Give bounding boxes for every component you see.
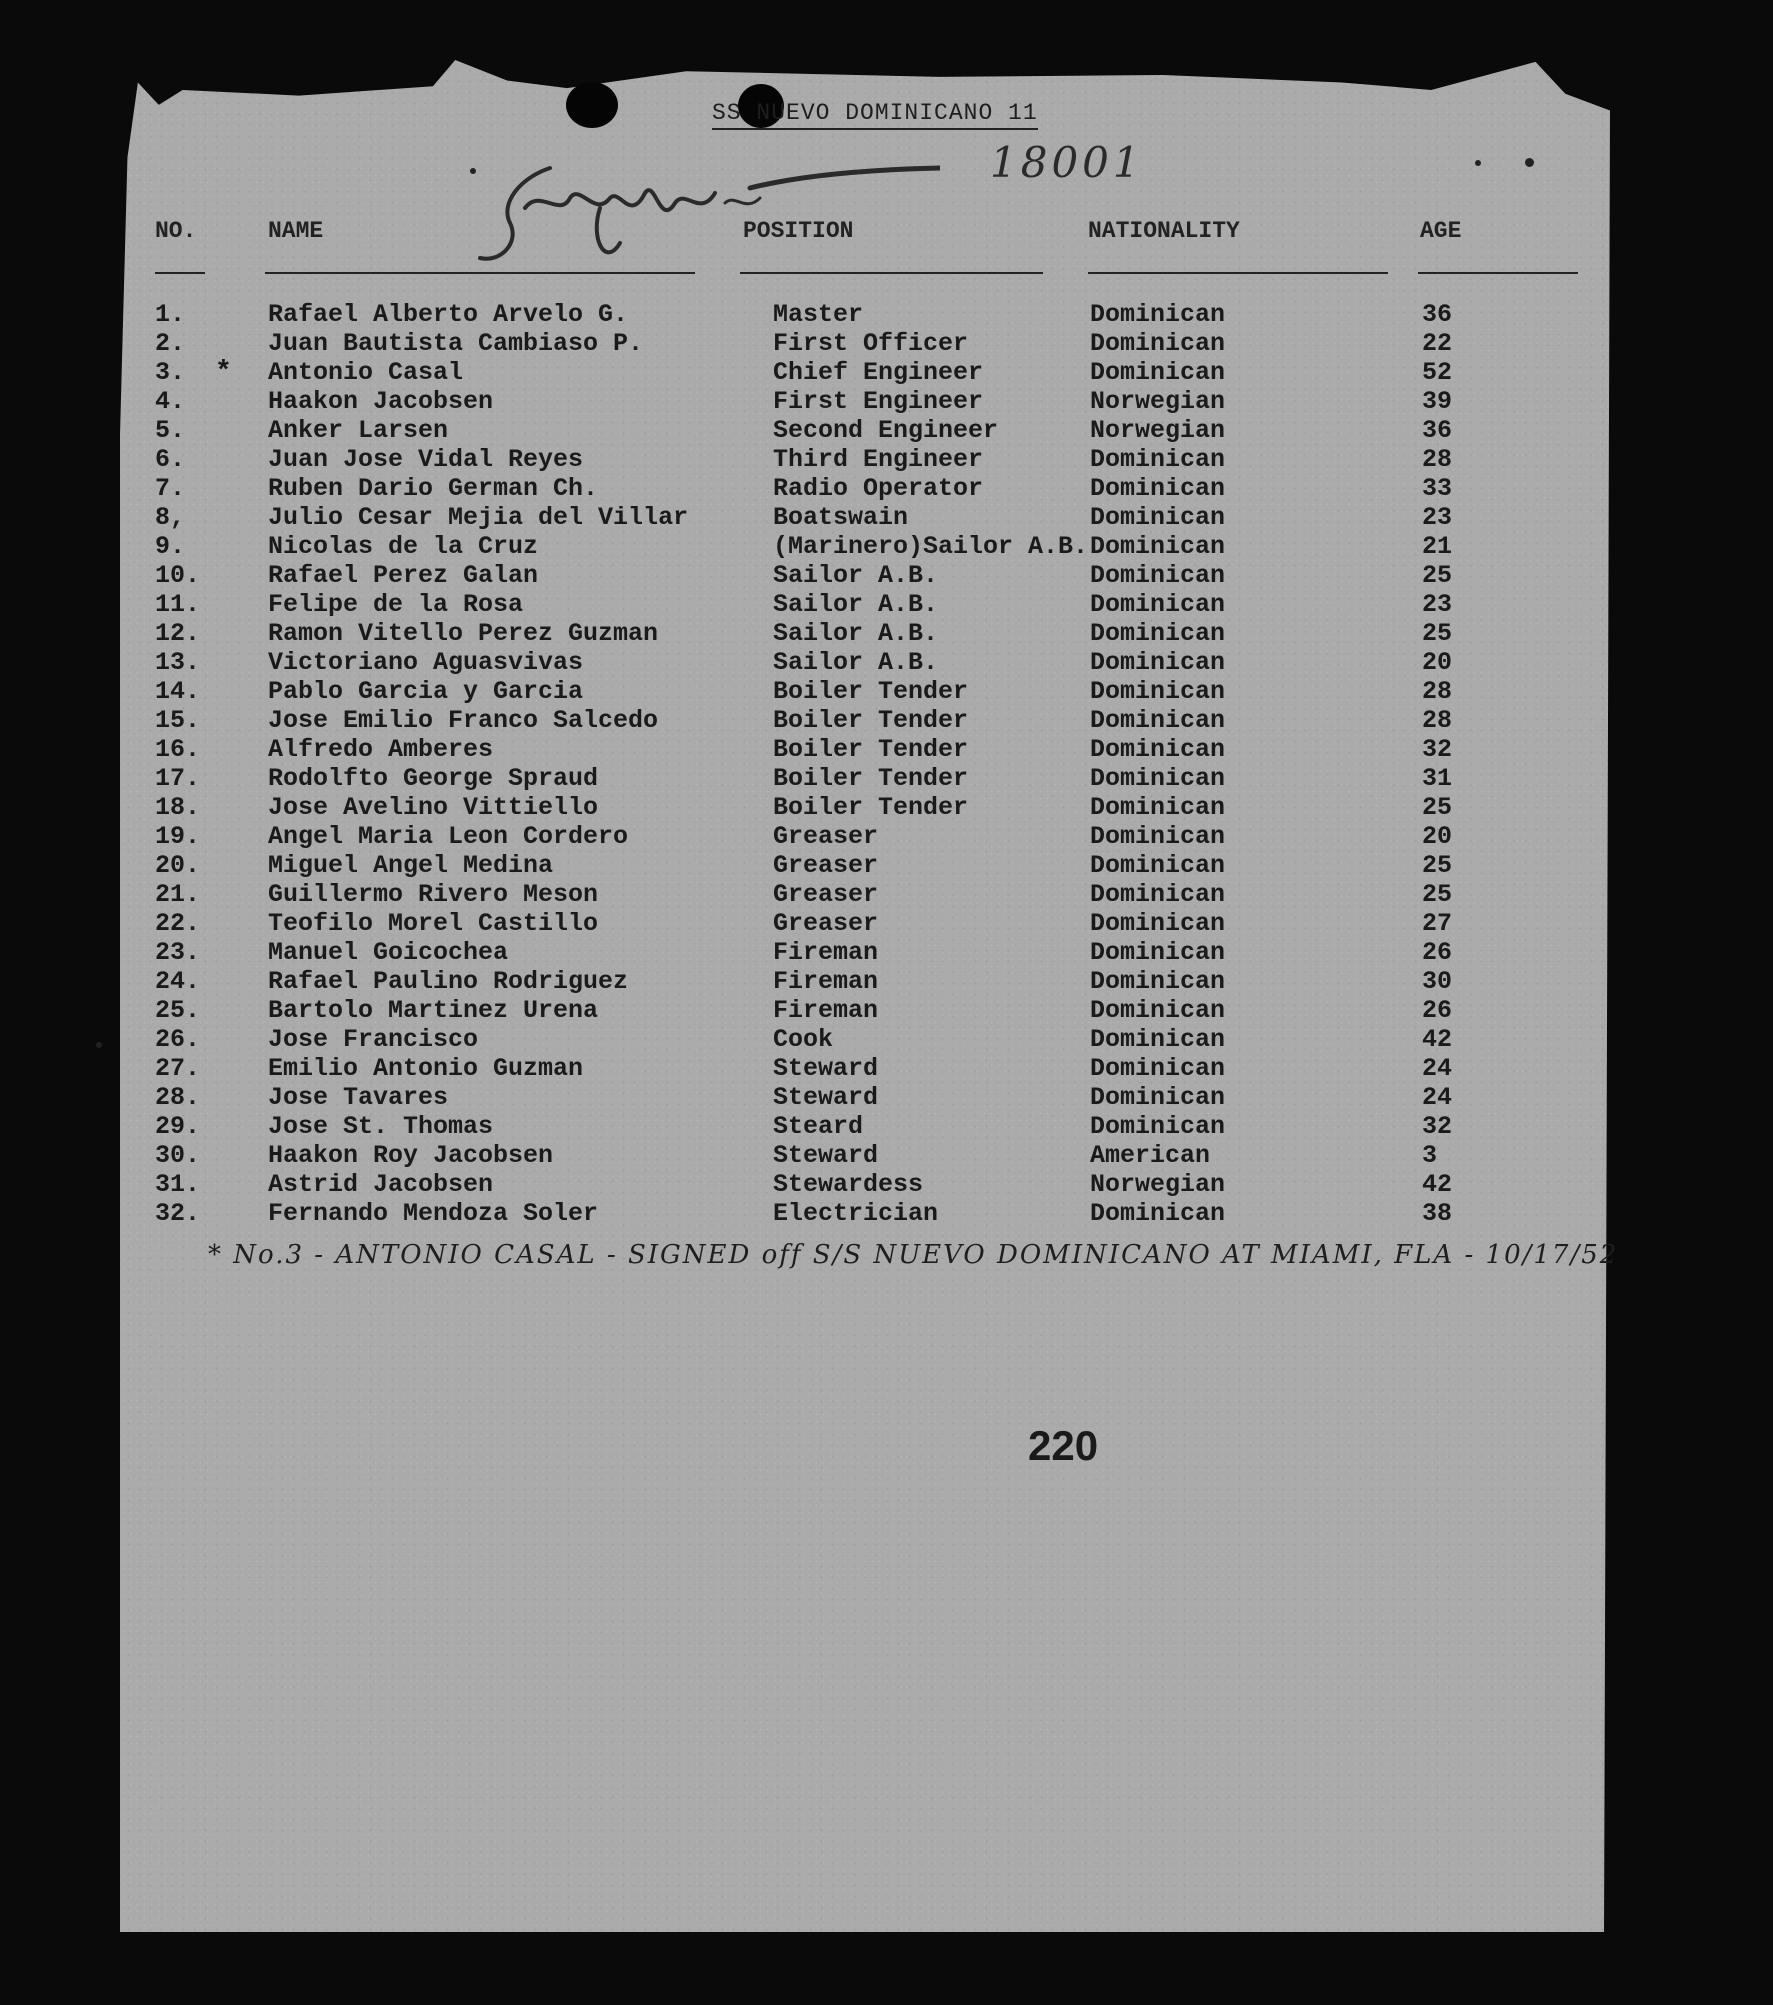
crew-age: 25	[1422, 880, 1453, 909]
punch-hole-left	[566, 82, 618, 128]
row-number: 4.	[155, 387, 186, 416]
crew-position: Fireman	[773, 938, 879, 967]
crew-position: Boiler Tender	[773, 735, 969, 764]
crew-age: 30	[1422, 967, 1453, 996]
crew-age: 32	[1422, 735, 1453, 764]
crew-name: Emilio Antonio Guzman	[268, 1054, 584, 1083]
table-row	[0, 1054, 1773, 1083]
crew-nationality: Dominican	[1090, 300, 1226, 329]
paper-speck	[1475, 160, 1481, 166]
table-row	[0, 300, 1773, 329]
crew-nationality: Dominican	[1090, 590, 1226, 619]
crew-position: Fireman	[773, 996, 879, 1025]
crew-position: Third Engineer	[773, 445, 984, 474]
crew-nationality: Dominican	[1090, 445, 1226, 474]
crew-nationality: Dominican	[1090, 1025, 1226, 1054]
header-name: NAME	[268, 218, 324, 244]
crew-age: 25	[1422, 851, 1453, 880]
crew-name: Rafael Alberto Arvelo G.	[268, 300, 629, 329]
row-number: 19.	[155, 822, 201, 851]
crew-nationality: Dominican	[1090, 1199, 1226, 1228]
table-row	[0, 1199, 1773, 1228]
row-number: 8,	[155, 503, 186, 532]
crew-nationality: Norwegian	[1090, 1170, 1226, 1199]
crew-nationality: Dominican	[1090, 706, 1226, 735]
table-row	[0, 416, 1773, 445]
crew-position: Sailor A.B.	[773, 619, 939, 648]
crew-age: 36	[1422, 300, 1453, 329]
crew-nationality: Dominican	[1090, 1083, 1226, 1112]
crew-position: First Engineer	[773, 387, 984, 416]
crew-nationality: Dominican	[1090, 1112, 1226, 1141]
crew-name: Felipe de la Rosa	[268, 590, 524, 619]
crew-nationality: Dominican	[1090, 619, 1226, 648]
crew-nationality: American	[1090, 1141, 1211, 1170]
table-row	[0, 561, 1773, 590]
crew-position: Boiler Tender	[773, 793, 969, 822]
crew-age: 42	[1422, 1025, 1453, 1054]
crew-nationality: Dominican	[1090, 561, 1226, 590]
header-no: NO.	[155, 218, 197, 244]
table-row	[0, 793, 1773, 822]
crew-name: Juan Jose Vidal Reyes	[268, 445, 584, 474]
crew-position: Sailor A.B.	[773, 648, 939, 677]
crew-name: Manuel Goicochea	[268, 938, 509, 967]
crew-nationality: Dominican	[1090, 358, 1226, 387]
row-number: 17.	[155, 764, 201, 793]
row-number: 28.	[155, 1083, 201, 1112]
crew-position: Steard	[773, 1112, 864, 1141]
header-age: AGE	[1420, 218, 1462, 244]
crew-nationality: Dominican	[1090, 793, 1226, 822]
row-number: 16.	[155, 735, 201, 764]
crew-position: (Marinero)Sailor A.B.	[773, 532, 1089, 561]
header-rule-no	[155, 272, 205, 274]
crew-nationality: Dominican	[1090, 938, 1226, 967]
table-row	[0, 996, 1773, 1025]
crew-name: Victoriano Aguasvivas	[268, 648, 584, 677]
header-rule-position	[740, 272, 1043, 274]
table-row	[0, 619, 1773, 648]
crew-age: 20	[1422, 648, 1453, 677]
row-number: 2.	[155, 329, 186, 358]
crew-name: Jose Emilio Franco Salcedo	[268, 706, 659, 735]
crew-name: Alfredo Amberes	[268, 735, 494, 764]
crew-position: Cook	[773, 1025, 834, 1054]
row-number: 29.	[155, 1112, 201, 1141]
crew-name: Rodolfto George Spraud	[268, 764, 599, 793]
row-asterisk-mark: *	[215, 357, 232, 388]
crew-name: Jose Avelino Vittiello	[268, 793, 599, 822]
crew-position: Chief Engineer	[773, 358, 984, 387]
table-row	[0, 764, 1773, 793]
paper-speck	[1525, 158, 1534, 167]
crew-age: 39	[1422, 387, 1453, 416]
crew-nationality: Dominican	[1090, 880, 1226, 909]
crew-nationality: Dominican	[1090, 822, 1226, 851]
vessel-title: SS NUEVO DOMINICANO 11	[712, 100, 1038, 130]
crew-position: Boatswain	[773, 503, 909, 532]
crew-name: Miguel Angel Medina	[268, 851, 554, 880]
row-number: 3.	[155, 358, 186, 387]
header-position: POSITION	[743, 218, 854, 244]
crew-age: 27	[1422, 909, 1453, 938]
page-number: 220	[1028, 1422, 1099, 1469]
crew-nationality: Dominican	[1090, 735, 1226, 764]
crew-nationality: Dominican	[1090, 474, 1226, 503]
crew-name: Guillermo Rivero Meson	[268, 880, 599, 909]
crew-position: Stewardess	[773, 1170, 924, 1199]
crew-age: 32	[1422, 1112, 1453, 1141]
row-number: 31.	[155, 1170, 201, 1199]
crew-position: Greaser	[773, 880, 879, 909]
crew-age: 23	[1422, 503, 1453, 532]
row-number: 22.	[155, 909, 201, 938]
crew-age: 28	[1422, 445, 1453, 474]
row-number: 26.	[155, 1025, 201, 1054]
crew-nationality: Norwegian	[1090, 387, 1226, 416]
table-row	[0, 1112, 1773, 1141]
crew-name: Juan Bautista Cambiaso P.	[268, 329, 644, 358]
crew-position: Boiler Tender	[773, 764, 969, 793]
header-rule-nationality	[1088, 272, 1388, 274]
crew-name: Jose St. Thomas	[268, 1112, 494, 1141]
crew-age: 21	[1422, 532, 1453, 561]
crew-name: Jose Francisco	[268, 1025, 479, 1054]
table-row	[0, 880, 1773, 909]
row-number: 32.	[155, 1199, 201, 1228]
crew-list-table	[0, 300, 1773, 1228]
row-number: 27.	[155, 1054, 201, 1083]
crew-position: Greaser	[773, 851, 879, 880]
table-row	[0, 909, 1773, 938]
crew-age: 23	[1422, 590, 1453, 619]
crew-age: 33	[1422, 474, 1453, 503]
crew-nationality: Dominican	[1090, 677, 1226, 706]
crew-age: 24	[1422, 1083, 1453, 1112]
header-rule-age	[1418, 272, 1578, 274]
crew-name: Julio Cesar Mejia del Villar	[268, 503, 689, 532]
row-number: 25.	[155, 996, 201, 1025]
header-nationality: NATIONALITY	[1088, 218, 1240, 244]
crew-name: Anker Larsen	[268, 416, 449, 445]
row-number: 9.	[155, 532, 186, 561]
crew-position: Steward	[773, 1141, 879, 1170]
crew-name: Angel Maria Leon Cordero	[268, 822, 629, 851]
crew-name: Ramon Vitello Perez Guzman	[268, 619, 659, 648]
row-number: 7.	[155, 474, 186, 503]
table-row	[0, 648, 1773, 677]
table-row	[0, 1141, 1773, 1170]
table-row	[0, 1083, 1773, 1112]
crew-name: Jose Tavares	[268, 1083, 449, 1112]
row-number: 15.	[155, 706, 201, 735]
signed-handwritten-stamp	[470, 148, 940, 278]
row-number: 11.	[155, 590, 201, 619]
crew-name: Fernando Mendoza Soler	[268, 1199, 599, 1228]
crew-nationality: Dominican	[1090, 996, 1226, 1025]
crew-age: 25	[1422, 793, 1453, 822]
crew-name: Rafael Paulino Rodriguez	[268, 967, 629, 996]
crew-age: 25	[1422, 561, 1453, 590]
row-number: 30.	[155, 1141, 201, 1170]
table-row	[0, 503, 1773, 532]
row-number: 23.	[155, 938, 201, 967]
crew-age: 26	[1422, 938, 1453, 967]
crew-position: Second Engineer	[773, 416, 999, 445]
crew-age: 28	[1422, 706, 1453, 735]
crew-name: Ruben Dario German Ch.	[268, 474, 599, 503]
crew-nationality: Dominican	[1090, 967, 1226, 996]
handwritten-file-number: 18001	[990, 138, 1144, 187]
crew-age: 38	[1422, 1199, 1453, 1228]
crew-age: 24	[1422, 1054, 1453, 1083]
table-row	[0, 967, 1773, 996]
crew-position: Greaser	[773, 822, 879, 851]
crew-position: Boiler Tender	[773, 677, 969, 706]
table-row	[0, 706, 1773, 735]
crew-name: Nicolas de la Cruz	[268, 532, 539, 561]
crew-name: Rafael Perez Galan	[268, 561, 539, 590]
table-row	[0, 387, 1773, 416]
crew-age: 52	[1422, 358, 1453, 387]
crew-position: Sailor A.B.	[773, 561, 939, 590]
table-row	[0, 677, 1773, 706]
crew-age: 20	[1422, 822, 1453, 851]
header-rule-name	[265, 272, 695, 274]
row-number: 12.	[155, 619, 201, 648]
table-row	[0, 822, 1773, 851]
table-row	[0, 329, 1773, 358]
row-number: 1.	[155, 300, 186, 329]
crew-position: Master	[773, 300, 864, 329]
crew-nationality: Dominican	[1090, 909, 1226, 938]
crew-age: 28	[1422, 677, 1453, 706]
crew-nationality: Dominican	[1090, 503, 1226, 532]
crew-name: Astrid Jacobsen	[268, 1170, 494, 1199]
row-number: 10.	[155, 561, 201, 590]
crew-name: Haakon Roy Jacobsen	[268, 1141, 554, 1170]
table-row	[0, 358, 1773, 387]
table-row	[0, 532, 1773, 561]
row-number: 18.	[155, 793, 201, 822]
crew-age: 25	[1422, 619, 1453, 648]
crew-position: Boiler Tender	[773, 706, 969, 735]
row-number: 14.	[155, 677, 201, 706]
crew-position: Steward	[773, 1054, 879, 1083]
crew-position: Sailor A.B.	[773, 590, 939, 619]
crew-age: 42	[1422, 1170, 1453, 1199]
row-number: 6.	[155, 445, 186, 474]
crew-position: Steward	[773, 1083, 879, 1112]
crew-name: Teofilo Morel Castillo	[268, 909, 599, 938]
row-number: 24.	[155, 967, 201, 996]
crew-nationality: Dominican	[1090, 648, 1226, 677]
table-row	[0, 1025, 1773, 1054]
crew-nationality: Dominican	[1090, 1054, 1226, 1083]
crew-name: Haakon Jacobsen	[268, 387, 494, 416]
crew-age: 36	[1422, 416, 1453, 445]
crew-age: 3	[1422, 1141, 1438, 1170]
table-row	[0, 735, 1773, 764]
crew-nationality: Dominican	[1090, 329, 1226, 358]
table-row	[0, 851, 1773, 880]
crew-nationality: Norwegian	[1090, 416, 1226, 445]
row-number: 21.	[155, 880, 201, 909]
table-row	[0, 938, 1773, 967]
row-number: 20.	[155, 851, 201, 880]
crew-position: Electrician	[773, 1199, 939, 1228]
crew-position: Greaser	[773, 909, 879, 938]
row-number: 5.	[155, 416, 186, 445]
crew-nationality: Dominican	[1090, 532, 1226, 561]
crew-nationality: Dominican	[1090, 764, 1226, 793]
crew-nationality: Dominican	[1090, 851, 1226, 880]
table-row	[0, 590, 1773, 619]
crew-name: Antonio Casal	[268, 358, 464, 387]
crew-name: Bartolo Martinez Urena	[268, 996, 599, 1025]
crew-age: 31	[1422, 764, 1453, 793]
crew-position: First Officer	[773, 329, 969, 358]
row-number: 13.	[155, 648, 201, 677]
crew-position: Fireman	[773, 967, 879, 996]
table-row	[0, 474, 1773, 503]
crew-age: 26	[1422, 996, 1453, 1025]
signed-off-footnote: * No.3 - ANTONIO CASAL - SIGNED off S/S NUEVO DOMINICANO AT MIAMI, FLA - 10/17/52	[208, 1240, 1619, 1270]
crew-position: Radio Operator	[773, 474, 984, 503]
crew-age: 22	[1422, 329, 1453, 358]
crew-name: Pablo Garcia y Garcia	[268, 677, 584, 706]
table-row	[0, 445, 1773, 474]
table-row	[0, 1170, 1773, 1199]
